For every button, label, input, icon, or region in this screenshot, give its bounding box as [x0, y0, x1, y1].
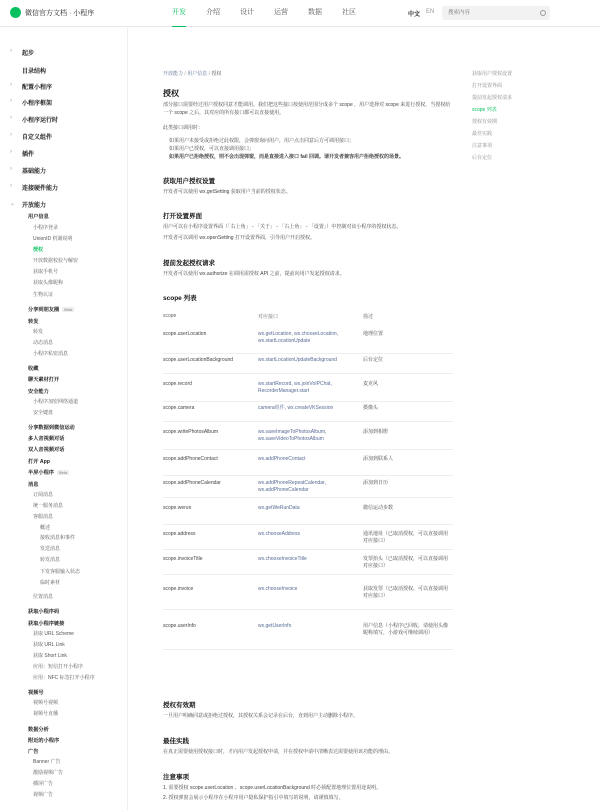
sidebar-item[interactable] [28, 737, 59, 744]
sidebar-item-label: 安全能力 [28, 389, 49, 395]
sidebar-item[interactable] [33, 710, 58, 717]
scope-desc: 后台定位 [363, 357, 384, 363]
sidebar-item[interactable] [33, 339, 53, 346]
sidebar-item[interactable] [33, 502, 63, 509]
scope-desc: 发票抬头（已取消授权，可以直接调用对应接口） [363, 555, 449, 569]
text-authorize: 开发者可以使用 wx.authorize 在调用需授权 API 之前，提前向用户发起授权请求。 [163, 271, 345, 277]
sidebar-item[interactable] [22, 200, 46, 209]
intro-text-2: 此类接口调用时： [163, 125, 204, 131]
page-title: 授权 [163, 89, 179, 98]
sidebar-item-label: 临时素材 [40, 580, 61, 586]
sidebar-item-label: 收藏 [28, 366, 39, 372]
sidebar-item-label: 转发消息 [40, 557, 61, 563]
breadcrumb-user-info[interactable]: 用户信息 [187, 71, 208, 77]
sidebar-item[interactable] [33, 780, 53, 787]
intro-text: 部分接口需要经过用户授权同意才能调用。我们把这些接口按使用范围分成多个 scope ，用户选择对 scope 来进行授权，当授权给一个 scope 之后，其对应的所有接口都可以直接使用。 [163, 102, 451, 116]
chevron-icon[interactable]: › [10, 149, 12, 155]
sidebar-item-label: 双人音视频对话 [28, 447, 65, 453]
note-1: 1. 需要授权 scope.userLocation 、scope.userLocationBackground 时必须配置地理位置用途说明。 [163, 785, 382, 791]
text-open-setting-2: 开发者可以调用 wx.openSetting 打开设置界面，引导用户开启授权。 [163, 235, 315, 241]
sidebar-item[interactable] [28, 726, 49, 733]
sidebar-item[interactable] [33, 769, 63, 776]
heading-get-setting: 获取用户授权设置 [163, 178, 215, 185]
sidebar-item[interactable] [33, 268, 58, 275]
sidebar-item-label: 获取手机号 [33, 269, 59, 275]
breadcrumb-current: 授权 [211, 71, 222, 77]
scope-desc: 麦克风 [363, 381, 379, 387]
sidebar-item[interactable] [33, 491, 53, 498]
sidebar-item-label: 发送消息 [40, 546, 61, 552]
nav-intro[interactable]: 介绍 [206, 9, 220, 16]
sidebar-item-label: 接收消息和事件 [40, 535, 76, 541]
sidebar-item-label: 订阅消息 [33, 492, 54, 498]
scope-name: scope.addPhoneCalendar [163, 480, 221, 486]
scope-name: scope.address [163, 530, 196, 537]
sidebar-item[interactable] [28, 689, 44, 696]
sidebar-item[interactable] [28, 365, 38, 372]
scope-api-link[interactable]: camera组件, wx.createVKSession [258, 405, 334, 411]
sidebar-item-label: 动态消息 [33, 340, 54, 346]
sidebar-item-label: 目录结构 [22, 69, 47, 75]
toc-link[interactable]: 最佳实践 [472, 131, 493, 137]
chevron-icon[interactable]: › [10, 132, 12, 138]
text-best-practice: 在真正需要使用授权接口时，才向用户发起授权申请，并在授权申请中清晰表达需要使用该功能的理由。 [163, 749, 394, 755]
sidebar-item[interactable] [33, 593, 53, 600]
heading-authorize: 提前发起授权请求 [163, 260, 215, 267]
heading-notes: 注意事项 [163, 774, 189, 781]
sidebar-item-label: 打开 App [28, 459, 50, 465]
nav-operate[interactable]: 运营 [274, 9, 288, 16]
bullet-2: 如果用户已授权，可以直接调用接口； [169, 146, 255, 152]
text-open-setting: 用户可以在小程序设置界面（「右上角」 - 「关于」 - 「右上角」 - 「设置」）中控制对该小程序的授权状态。 [163, 224, 402, 230]
top-nav-bar [0, 0, 600, 27]
sidebar-item[interactable] [22, 132, 52, 141]
sidebar-item[interactable] [33, 513, 53, 520]
sidebar-item-label: Banner 广告 [33, 759, 61, 765]
sidebar-item-label: 获取 URL Link [33, 642, 65, 648]
scope-api-link[interactable]: wx.addPhoneRepeatCalendar, wx.addPhoneCalendar [258, 480, 326, 494]
breadcrumb: 开放能力 / 用户信息 / 授权 [163, 71, 222, 77]
sidebar-item-label: 视频号直播 [33, 711, 59, 717]
toc-link[interactable]: 提前发起授权请求 [472, 95, 513, 101]
sidebar-item[interactable] [33, 674, 95, 681]
sidebar-item-label: 消息 [28, 482, 39, 488]
sidebar-item[interactable] [40, 579, 60, 586]
sidebar-item[interactable] [28, 318, 38, 325]
sidebar-item[interactable] [22, 66, 46, 75]
brand-title[interactable]: 微信官方文档 · 小程序 [25, 10, 95, 17]
scope-api-link[interactable]: wx.getWeRunData [258, 504, 300, 511]
sidebar-item-label: 转发 [33, 329, 44, 335]
heading-scope-list: scope 列表 [163, 295, 197, 302]
chevron-icon[interactable]: › [10, 82, 12, 88]
scope-api-link[interactable]: wx.startLocationUpdateBackground [258, 357, 337, 363]
scope-name: scope.userInfo [163, 623, 196, 629]
sidebar-item[interactable] [22, 149, 34, 158]
scope-name: scope.werun [163, 504, 192, 511]
sidebar-item[interactable] [28, 446, 64, 453]
note-2: 2. 授权弹窗会展示小程序在小程序用户隐私保护指引中填写的说明，请谨慎填写。 [163, 795, 344, 801]
sidebar-item-label: 广告 [28, 749, 39, 755]
scope-desc: 添加到联系人 [363, 456, 394, 462]
sidebar-item-label: 获取小程序链接 [28, 621, 65, 627]
sidebar-item[interactable] [28, 608, 59, 615]
scope-api-link[interactable]: wx.chooseInvoice [258, 585, 298, 592]
sidebar-item-label: 安全键盘 [33, 410, 54, 416]
lang-zh[interactable]: 中文 [408, 12, 421, 18]
toc-link[interactable]: 授权有效期 [472, 119, 498, 125]
chevron-icon[interactable]: › [10, 98, 12, 104]
sidebar-item[interactable] [22, 98, 52, 107]
sidebar-item-label: 获取 Short Link [33, 653, 67, 659]
toc-link[interactable]: 获取用户授权设置 [472, 71, 513, 77]
scope-name: scope.invoice [163, 585, 194, 592]
chevron-icon[interactable]: › [10, 48, 12, 54]
scope-name: scope.writePhotosAlbum [163, 429, 219, 435]
scope-api-link[interactable]: wx.saveImageToPhotosAlbum, wx.saveVideoToPhotosAlbum [258, 429, 327, 443]
nav-community[interactable]: 社区 [342, 9, 356, 16]
scope-desc: 添加到日历 [363, 480, 389, 486]
sidebar-item-label: 视频号视频 [33, 700, 59, 706]
sidebar-item-label: UnionID 机制说明 [33, 236, 73, 242]
sidebar-item[interactable] [33, 246, 43, 253]
scope-api-link[interactable]: wx.getUserInfo [258, 623, 292, 629]
sidebar-item-label: 附近的小程序 [28, 738, 60, 744]
heading-open-setting: 打开设置界面 [163, 213, 202, 220]
search-icon[interactable] [540, 10, 546, 16]
sidebar-item-label: 转发 [28, 319, 39, 325]
sidebar-item[interactable] [33, 224, 58, 231]
sidebar-item-label: 插屏广告 [33, 781, 54, 787]
sidebar-item[interactable] [28, 620, 64, 627]
scope-desc: 摄像头 [363, 405, 379, 411]
sidebar-item[interactable] [33, 409, 53, 416]
sidebar-item[interactable] [28, 424, 75, 431]
sidebar-item-label: 连接硬件能力 [22, 186, 59, 192]
scope-api-link[interactable]: wx.getLocation, wx.chooseLocation, wx.startLocationUpdate [258, 331, 339, 345]
chevron-icon[interactable]: › [10, 183, 12, 189]
scope-name: scope.record [163, 381, 192, 387]
search-input[interactable] [442, 6, 550, 20]
sidebar-item-label: 授权 [33, 247, 44, 253]
toc-link[interactable]: 打开设置界面 [472, 83, 503, 89]
sidebar-item-label: 分享到朋友圈 [28, 307, 60, 313]
scope-desc: 通讯地址（已取消授权，可以直接调用对应接口） [363, 530, 449, 544]
sidebar-item[interactable] [33, 652, 67, 659]
sidebar-item[interactable] [33, 630, 74, 637]
scope-desc: 添加到相册 [363, 429, 389, 435]
scope-name: scope.userLocationBackground [163, 357, 234, 363]
sidebar-item-label: 概述 [40, 525, 51, 531]
sidebar-item[interactable] [28, 458, 50, 465]
nav-data[interactable]: 数据 [308, 9, 322, 16]
sidebar-item[interactable] [33, 350, 68, 357]
sidebar-item[interactable] [33, 641, 65, 648]
sidebar-item[interactable] [40, 556, 60, 563]
sidebar-item[interactable] [40, 568, 80, 575]
sidebar-item[interactable] [22, 166, 46, 175]
scope-api-link[interactable]: wx.chooseInvoiceTitle [258, 555, 307, 562]
sidebar-item-label: 多人音视频对话 [28, 436, 65, 442]
toc-link[interactable]: scope 列表 [472, 107, 497, 113]
scope-desc: 获取发票（已取消授权，可以直接调用对应接口） [363, 585, 449, 599]
sidebar-item-label: 小程序加密网络通道 [33, 399, 79, 405]
lang-en[interactable]: EN [426, 9, 435, 15]
sidebar-item-label: 小程序框架 [22, 101, 53, 107]
scope-name: scope.userLocation [163, 331, 207, 337]
sidebar-item[interactable] [22, 115, 58, 124]
text-get-setting: 开发者可以使用 wx.getSetting 获取用户当前的授权状态。 [163, 189, 291, 195]
sidebar-item[interactable] [28, 469, 69, 476]
toc-link[interactable]: 后台定位 [472, 155, 493, 161]
scope-name: scope.addPhoneContact [163, 456, 218, 462]
sidebar-item[interactable] [28, 388, 49, 395]
chevron-icon[interactable]: › [10, 115, 12, 121]
beta-badge: Beta [58, 470, 68, 475]
sidebar-item[interactable] [22, 82, 52, 91]
sidebar-item-label: 获取小程序码 [28, 609, 60, 615]
sidebar-item-label: 应用：NFC 标签打开小程序 [33, 675, 95, 681]
sidebar-item-label: 小程序登录 [33, 225, 59, 231]
sidebar-item[interactable] [33, 291, 53, 298]
sidebar-item[interactable] [28, 376, 59, 383]
sidebar-item[interactable] [22, 183, 58, 192]
beta-badge: Beta [64, 307, 73, 312]
wechat-logo-icon [10, 7, 21, 18]
sidebar-item-label: 自定义组件 [22, 135, 53, 141]
sidebar-item-label: 小程序运行时 [22, 118, 59, 124]
sidebar-item-label: 配置小程序 [22, 85, 53, 91]
sidebar-item[interactable] [33, 257, 78, 264]
sidebar-item-label: 小程序私密消息 [33, 351, 69, 357]
sidebar-item-label: 获取 URL Scheme [33, 631, 74, 637]
sidebar-item-label: 下发客服输入状态 [40, 569, 81, 575]
scope-desc: 用户信息（小程序已回收，请使用头像昵称填写，小游戏可继续调用） [363, 623, 449, 637]
th-desc: 描述 [363, 314, 374, 320]
main-nav [172, 0, 376, 27]
scope-name: scope.invoiceTitle [163, 555, 203, 562]
sidebar-item[interactable] [33, 328, 43, 335]
sidebar-item[interactable] [33, 758, 61, 765]
sidebar-item-label: 视频号 [28, 690, 44, 696]
sidebar-item-label: 开放能力 [22, 203, 47, 209]
sidebar-item-label: 应用：短信打开小程序 [33, 664, 84, 670]
scope-desc: 微信运动步数 [363, 504, 394, 511]
sidebar-item[interactable] [28, 748, 38, 755]
sidebar-item[interactable] [33, 663, 83, 670]
sidebar-item[interactable] [28, 306, 74, 313]
scope-api-link[interactable]: wx.addPhoneContact [258, 456, 306, 462]
sidebar-nav [0, 28, 128, 810]
sidebar-item[interactable] [33, 699, 58, 706]
heading-best-practice: 最佳实践 [163, 738, 189, 745]
chevron-icon[interactable]: › [10, 166, 12, 172]
sidebar-item-label: 统一服务消息 [33, 503, 64, 509]
sidebar-item[interactable] [33, 235, 72, 242]
nav-design[interactable]: 设计 [240, 9, 254, 16]
sidebar-item-label: 基础能力 [22, 169, 47, 175]
sidebar-item-label: 视频广告 [33, 792, 54, 798]
sidebar-item-label: 插件 [22, 152, 35, 158]
sidebar-item-label: 聊天素材打开 [28, 377, 60, 383]
scope-desc: 地理位置 [363, 331, 384, 337]
sidebar-item-label: 客服消息 [33, 514, 54, 520]
text-validity: 一旦用户明确同意或拒绝过授权，其授权关系会记录在后台，直到用户主动删除小程序。 [163, 713, 359, 719]
sidebar-item[interactable] [33, 279, 63, 286]
chevron-icon[interactable]: ⌄ [10, 201, 16, 207]
sidebar-item-label: 生物认证 [33, 292, 54, 298]
bullet-1: 如果用户未接受或拒绝过此权限，会弹窗询问用户，用户点击同意后方可调用接口； [169, 138, 355, 144]
sidebar-item[interactable] [33, 791, 53, 798]
sidebar-item[interactable] [28, 481, 38, 488]
sidebar-item-label: 分享数据到微信运动 [28, 425, 75, 431]
breadcrumb-open-capability[interactable]: 开放能力 [163, 71, 184, 77]
sidebar-item-label: 位置消息 [33, 594, 54, 600]
sidebar-item[interactable] [40, 524, 50, 531]
scope-name: scope.camera [163, 405, 195, 411]
bullet-3: 如果用户已拒绝授权，则不会出现弹窗，而是直接进入接口 fail 回调。请开发者兼容用户拒绝授权的场景。 [169, 154, 405, 160]
toc-link[interactable]: 注意事项 [472, 143, 493, 149]
heading-validity: 授权有效期 [163, 702, 196, 709]
nav-develop[interactable]: 开发 [172, 0, 186, 27]
sidebar-item[interactable] [28, 213, 49, 220]
sidebar-item[interactable] [40, 534, 75, 541]
sidebar-item[interactable] [28, 435, 64, 442]
th-api: 对应接口 [258, 314, 279, 320]
sidebar-item[interactable] [22, 48, 34, 57]
sidebar-item-label: 激励视频广告 [33, 770, 64, 776]
scope-api-link[interactable]: wx.startRecord, wx.joinVoIPChat, RecorderManager.start [258, 381, 332, 395]
sidebar-item-label: 开放数据校验与解密 [33, 258, 79, 264]
sidebar-item-label: 获取头像昵称 [33, 280, 64, 286]
sidebar-item[interactable] [33, 398, 78, 405]
sidebar-item-label: 用户信息 [28, 214, 49, 220]
sidebar-item-label: 半屏小程序 [28, 470, 54, 476]
th-scope: scope [163, 313, 177, 319]
scope-api-link[interactable]: wx.chooseAddress [258, 530, 300, 537]
sidebar-item-label: 数据分析 [28, 727, 49, 733]
sidebar-item-label: 起步 [22, 51, 35, 57]
sidebar-item[interactable] [40, 545, 60, 552]
